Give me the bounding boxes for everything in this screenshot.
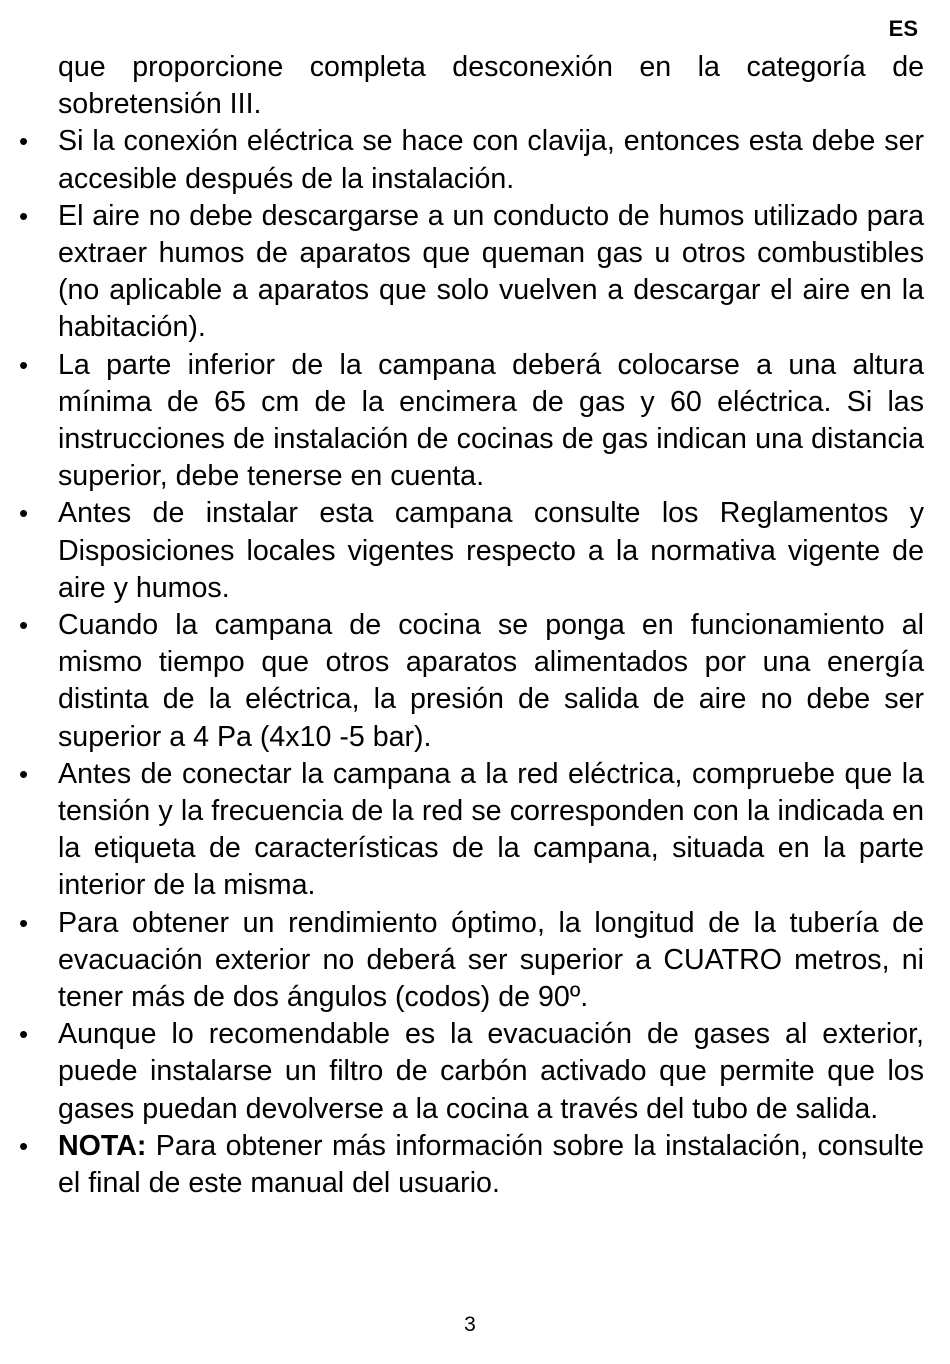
language-tag: ES — [888, 16, 918, 41]
bullet-item: • La parte inferior de la campana deberá colocarse a una altura mínima de 65 cm de la encimera de gas y 60 eléctrica. Si las instrucciones de instalación de cocinas de gas indican una distancia superior, debe tenerse en cuenta. — [58, 347, 924, 496]
bullet-list — [58, 123, 924, 1202]
continuation-paragraph: que proporcione completa desconexión en la categoría de sobretensión III. — [58, 51, 924, 121]
document-body — [58, 49, 924, 1202]
note-text: Para obtener más información sobre la instalación, consulte el final de este manual del usuario. — [58, 1129, 924, 1200]
note-item — [58, 1128, 924, 1202]
bullet-item: • Para obtener un rendimiento óptimo, la longitud de la tubería de evacuación exterior no deberá ser superior a CUATRO metros, ni tener más de dos ángulos (codos) de 90º. — [58, 905, 924, 1017]
page-number: 3 — [464, 1313, 476, 1336]
bullet-item: • Si la conexión eléctrica se hace con clavija, entonces esta debe ser accesible después de la instalación. — [58, 123, 924, 197]
note-label: NOTA: — [58, 1129, 147, 1162]
bullet-item: • Antes de instalar esta campana consulte los Reglamentos y Disposiciones locales vigentes respecto a la normativa vigente de aire y humos. — [58, 495, 924, 607]
bullet-item: • Antes de conectar la campana a la red eléctrica, compruebe que la tensión y la frecuencia de la red se corresponden con la indicada en la etiqueta de características de la campana, situada en la parte interior de la misma. — [58, 756, 924, 905]
bullet-item: • Cuando la campana de cocina se ponga en funcionamiento al mismo tiempo que otros aparatos alimentados por una energía distinta de la eléctrica, la presión de salida de aire no debe ser superior a 4 Pa (4x10 -5 bar). — [58, 607, 924, 756]
bullet-item: • Aunque lo recomendable es la evacuación de gases al exterior, puede instalarse un filtro de carbón activado que permite que los gases puedan devolverse a la cocina a través del tubo de salida. — [58, 1016, 924, 1128]
bullet-item: • El aire no debe descargarse a un conducto de humos utilizado para extraer humos de aparatos que queman gas u otros combustibles (no aplicable a aparatos que solo vuelven a descargar el aire en la habitación). — [58, 198, 924, 347]
